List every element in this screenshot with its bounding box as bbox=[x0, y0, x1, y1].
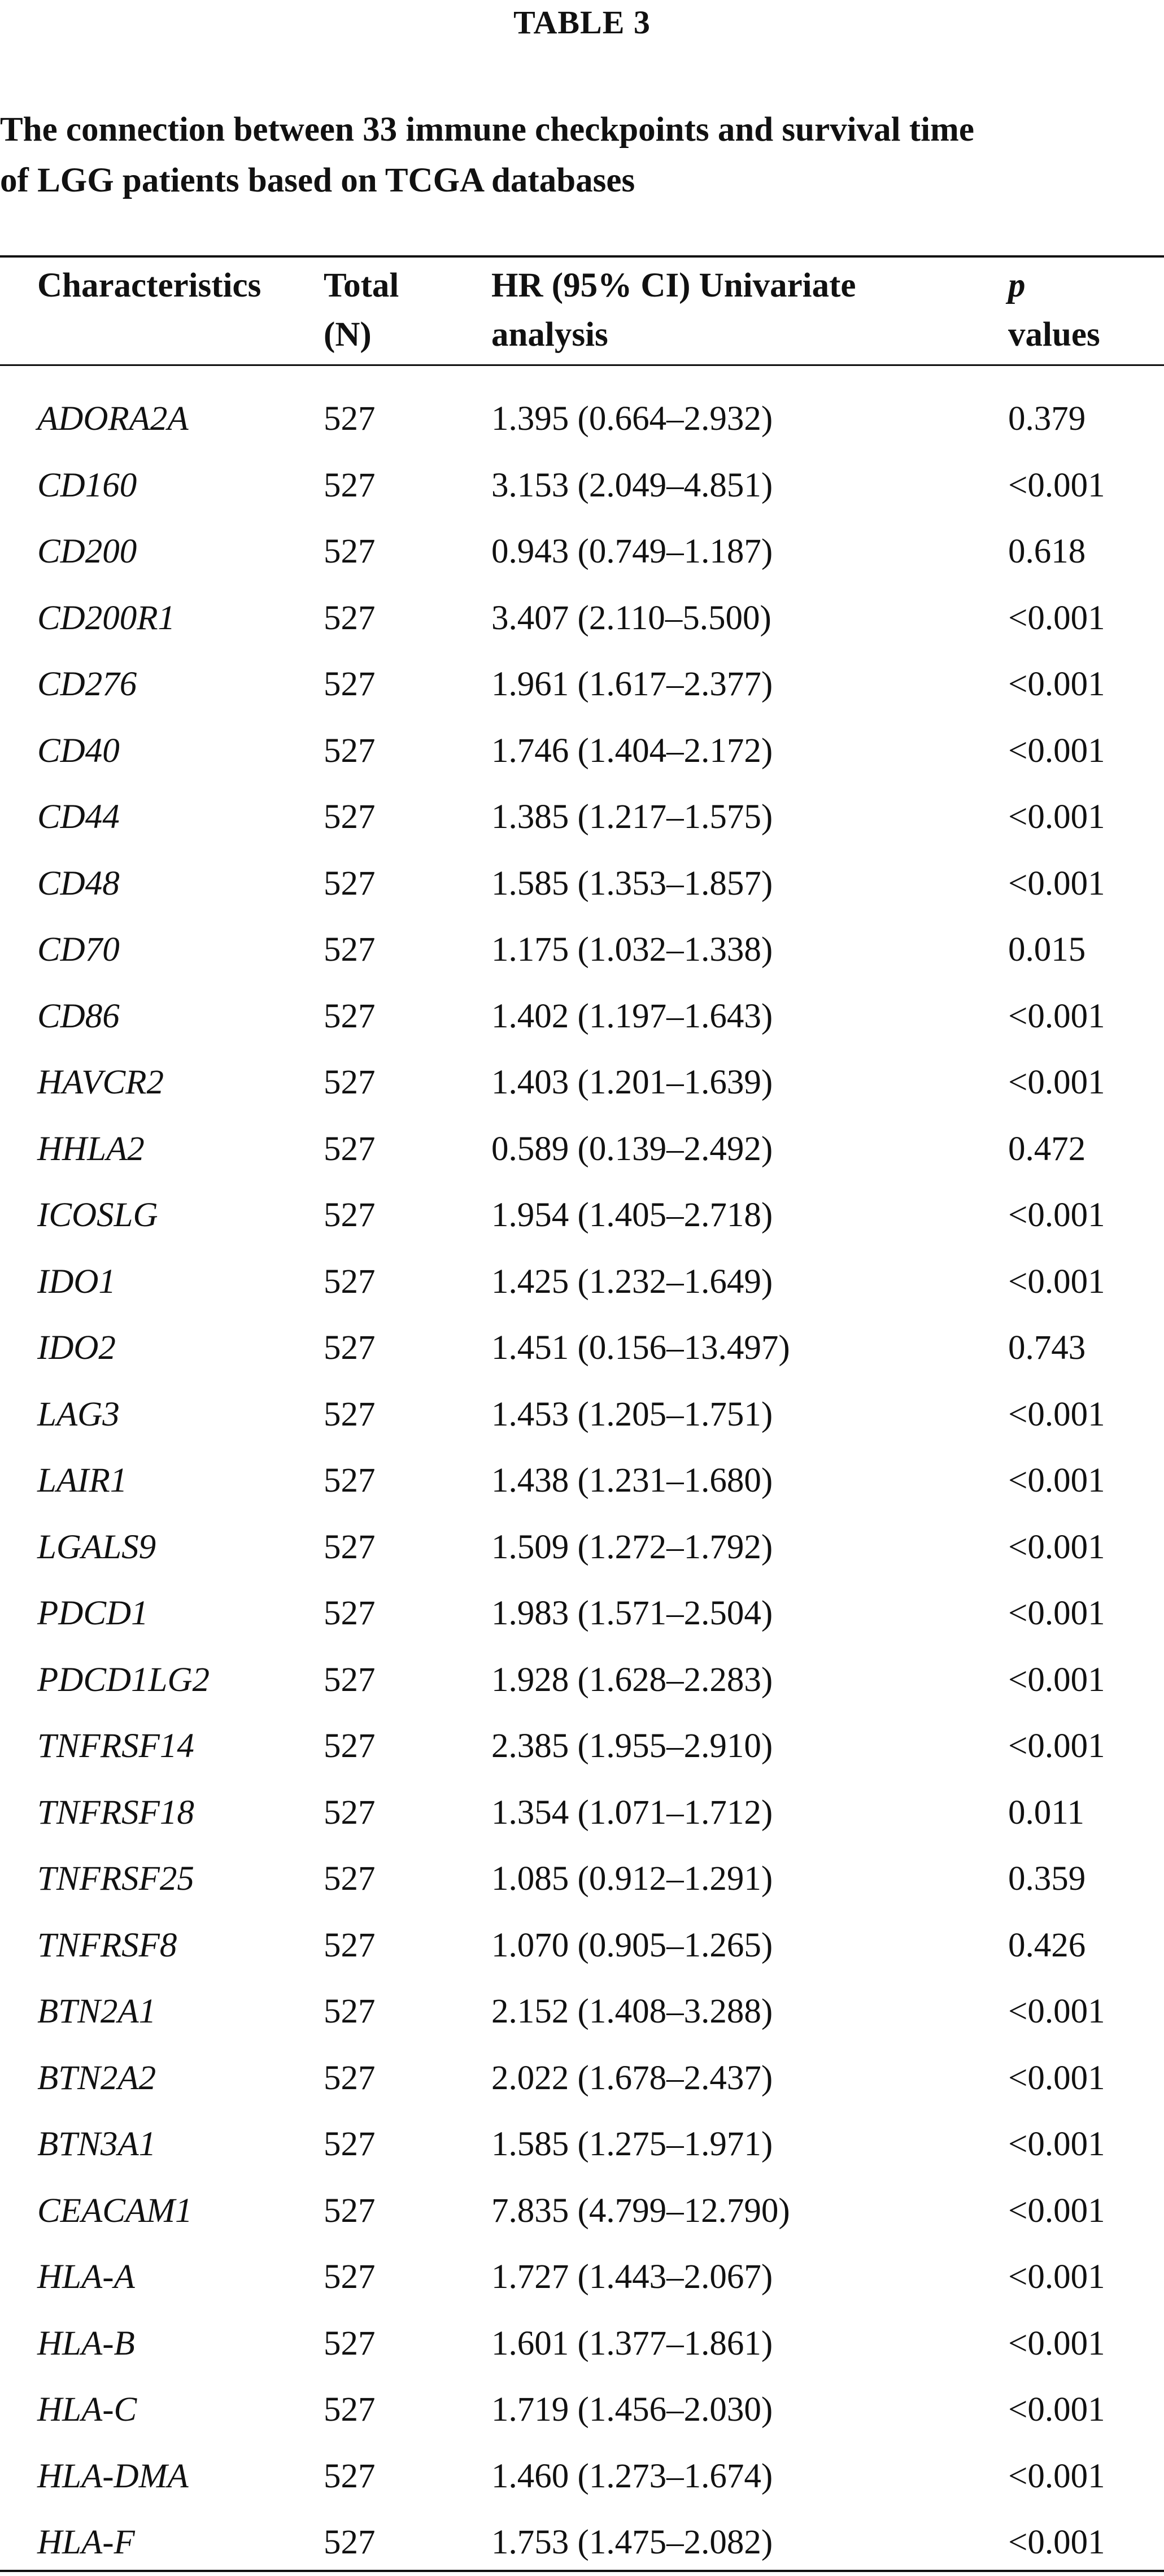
table-row bbox=[0, 651, 1164, 718]
p-value-cell: <0.001 bbox=[1008, 2457, 1105, 2495]
p-value-cell: 0.015 bbox=[1008, 931, 1086, 969]
gene-cell: TNFRSF8 bbox=[37, 1926, 177, 1964]
table-row bbox=[0, 1116, 1164, 1183]
table-body bbox=[0, 386, 1164, 2576]
gene-cell: BTN2A1 bbox=[37, 1993, 156, 2030]
hr-cell: 0.589 (0.139–2.492) bbox=[491, 1130, 773, 1168]
header-rule bbox=[0, 364, 1164, 366]
table-row bbox=[0, 452, 1164, 519]
table-caption bbox=[0, 104, 1164, 206]
table-row bbox=[0, 1049, 1164, 1116]
gene-cell: LGALS9 bbox=[37, 1528, 156, 1566]
gene-cell: IDO2 bbox=[37, 1329, 116, 1367]
gene-cell: PDCD1LG2 bbox=[37, 1660, 210, 1699]
hr-cell: 1.719 (1.456–2.030) bbox=[491, 2391, 773, 2429]
total-cell: 527 bbox=[324, 466, 376, 504]
table-row bbox=[0, 2443, 1164, 2510]
total-cell: 527 bbox=[324, 2191, 376, 2230]
p-value-cell: <0.001 bbox=[1008, 2059, 1105, 2097]
gene-cell: BTN3A1 bbox=[37, 2125, 156, 2163]
gene-cell: HLA-B bbox=[37, 2324, 135, 2363]
total-cell: 527 bbox=[324, 533, 376, 570]
total-cell: 527 bbox=[324, 1926, 376, 1964]
hr-cell: 2.022 (1.678–2.437) bbox=[491, 2059, 773, 2097]
hr-cell: 1.175 (1.032–1.338) bbox=[491, 931, 773, 969]
gene-cell: CD48 bbox=[37, 864, 120, 903]
gene-cell: TNFRSF14 bbox=[37, 1727, 194, 1765]
hr-cell: 1.403 (1.201–1.639) bbox=[491, 1063, 773, 1101]
total-cell: 527 bbox=[324, 2457, 376, 2495]
hr-cell: 1.753 (1.475–2.082) bbox=[491, 2523, 773, 2561]
total-cell: 527 bbox=[324, 997, 376, 1035]
p-value-cell: 0.379 bbox=[1008, 400, 1086, 438]
total-cell: 527 bbox=[324, 2324, 376, 2363]
p-value-cell: <0.001 bbox=[1008, 1262, 1105, 1301]
p-value-cell: <0.001 bbox=[1008, 1196, 1105, 1234]
p-value-cell: <0.001 bbox=[1008, 997, 1105, 1035]
total-cell: 527 bbox=[324, 1462, 376, 1500]
table-row bbox=[0, 1580, 1164, 1647]
gene-cell: CD86 bbox=[37, 997, 120, 1035]
table-row bbox=[0, 2045, 1164, 2112]
table-row bbox=[0, 1514, 1164, 1581]
hr-cell: 1.954 (1.405–2.718) bbox=[491, 1196, 773, 1234]
table-row bbox=[0, 1249, 1164, 1315]
total-cell: 527 bbox=[324, 400, 376, 438]
hr-cell: 1.385 (1.217–1.575) bbox=[491, 798, 773, 836]
hr-cell: 7.835 (4.799–12.790) bbox=[491, 2191, 790, 2230]
p-value-cell: <0.001 bbox=[1008, 1727, 1105, 1765]
total-cell: 527 bbox=[324, 665, 376, 703]
p-value-cell: <0.001 bbox=[1008, 2523, 1105, 2561]
hr-cell: 1.354 (1.071–1.712) bbox=[491, 1793, 773, 1832]
header-total-line-1: Total bbox=[324, 267, 399, 304]
p-value-cell: <0.001 bbox=[1008, 731, 1105, 770]
hr-cell: 1.395 (0.664–2.932) bbox=[491, 400, 773, 438]
gene-cell: CD160 bbox=[37, 466, 137, 504]
p-value-cell: <0.001 bbox=[1008, 1528, 1105, 1566]
table-row bbox=[0, 2244, 1164, 2311]
p-value-cell: <0.001 bbox=[1008, 864, 1105, 903]
p-value-cell: <0.001 bbox=[1008, 798, 1105, 836]
gene-cell: CD40 bbox=[37, 731, 120, 770]
p-value-cell: <0.001 bbox=[1008, 1594, 1105, 1632]
hr-cell: 3.407 (2.110–5.500) bbox=[491, 599, 771, 637]
p-value-cell: 0.743 bbox=[1008, 1329, 1086, 1367]
gene-cell: LAIR1 bbox=[37, 1462, 128, 1500]
hr-cell: 1.509 (1.272–1.792) bbox=[491, 1528, 773, 1566]
gene-cell: CD44 bbox=[37, 798, 120, 836]
table-row bbox=[0, 1780, 1164, 1846]
hr-cell: 3.153 (2.049–4.851) bbox=[491, 466, 773, 504]
total-cell: 527 bbox=[324, 2258, 376, 2296]
total-cell: 527 bbox=[324, 864, 376, 903]
total-cell: 527 bbox=[324, 1528, 376, 1566]
gene-cell: CEACAM1 bbox=[37, 2191, 193, 2230]
p-value-cell: <0.001 bbox=[1008, 1462, 1105, 1500]
total-cell: 527 bbox=[324, 2059, 376, 2097]
hr-cell: 1.585 (1.353–1.857) bbox=[491, 864, 773, 903]
total-cell: 527 bbox=[324, 931, 376, 969]
table-row bbox=[0, 718, 1164, 784]
table-row bbox=[0, 1912, 1164, 1979]
gene-cell: TNFRSF25 bbox=[37, 1860, 194, 1898]
gene-cell: ADORA2A bbox=[37, 400, 189, 438]
gene-cell: HLA-DMA bbox=[37, 2457, 189, 2495]
table-row bbox=[0, 1846, 1164, 1912]
gene-cell: HLA-A bbox=[37, 2258, 135, 2296]
total-cell: 527 bbox=[324, 1262, 376, 1301]
gene-cell: CD200 bbox=[37, 533, 137, 570]
p-value-cell: 0.472 bbox=[1008, 1130, 1086, 1168]
total-cell: 527 bbox=[324, 1395, 376, 1433]
total-cell: 527 bbox=[324, 1793, 376, 1832]
total-cell: 527 bbox=[324, 1727, 376, 1765]
header-p-line-2: values bbox=[1008, 316, 1100, 354]
gene-cell: HLA-C bbox=[37, 2391, 137, 2429]
total-cell: 527 bbox=[324, 731, 376, 770]
table-row bbox=[0, 2111, 1164, 2178]
hr-cell: 2.385 (1.955–2.910) bbox=[491, 1727, 773, 1765]
p-value-cell: 0.011 bbox=[1008, 1793, 1084, 1832]
header-hr-line-1: HR (95% CI) Univariate bbox=[491, 267, 856, 304]
hr-cell: 1.746 (1.404–2.172) bbox=[491, 731, 773, 770]
total-cell: 527 bbox=[324, 1329, 376, 1367]
table-bottom-rule bbox=[0, 2570, 1164, 2572]
table-row bbox=[0, 851, 1164, 917]
table-row bbox=[0, 1182, 1164, 1249]
caption-line-2: of LGG patients based on TCGA databases bbox=[0, 162, 635, 199]
p-value-cell: <0.001 bbox=[1008, 2258, 1105, 2296]
p-value-cell: <0.001 bbox=[1008, 1063, 1105, 1101]
p-value-cell: <0.001 bbox=[1008, 2391, 1105, 2429]
hr-cell: 1.928 (1.628–2.283) bbox=[491, 1660, 773, 1699]
hr-cell: 0.943 (0.749–1.187) bbox=[491, 533, 773, 570]
table-row bbox=[0, 1713, 1164, 1780]
table-row bbox=[0, 784, 1164, 851]
table-row bbox=[0, 2311, 1164, 2377]
table-row bbox=[0, 1978, 1164, 2045]
hr-cell: 1.601 (1.377–1.861) bbox=[491, 2324, 773, 2363]
table-row bbox=[0, 983, 1164, 1050]
gene-cell: ICOSLG bbox=[37, 1196, 158, 1234]
hr-cell: 1.425 (1.232–1.649) bbox=[491, 1262, 773, 1301]
table-row bbox=[0, 1448, 1164, 1514]
table-top-rule bbox=[0, 255, 1164, 258]
total-cell: 527 bbox=[324, 2523, 376, 2561]
table-row bbox=[0, 1381, 1164, 1448]
hr-cell: 1.585 (1.275–1.971) bbox=[491, 2125, 773, 2163]
p-value-cell: <0.001 bbox=[1008, 1993, 1105, 2030]
hr-cell: 1.402 (1.197–1.643) bbox=[491, 997, 773, 1035]
total-cell: 527 bbox=[324, 798, 376, 836]
table-label: TABLE 3 bbox=[513, 4, 651, 41]
hr-cell: 2.152 (1.408–3.288) bbox=[491, 1993, 773, 2030]
p-value-cell: <0.001 bbox=[1008, 665, 1105, 703]
table-row bbox=[0, 2178, 1164, 2244]
caption-line-1: The connection between 33 immune checkpoints and survival time bbox=[0, 111, 974, 149]
total-cell: 527 bbox=[324, 1860, 376, 1898]
table-row bbox=[0, 2377, 1164, 2443]
p-value-cell: <0.001 bbox=[1008, 2125, 1105, 2163]
hr-cell: 1.451 (0.156–13.497) bbox=[491, 1329, 790, 1367]
gene-cell: IDO1 bbox=[37, 1262, 116, 1301]
hr-cell: 1.983 (1.571–2.504) bbox=[491, 1594, 773, 1632]
total-cell: 527 bbox=[324, 1660, 376, 1699]
total-cell: 527 bbox=[324, 1063, 376, 1101]
table-row bbox=[0, 518, 1164, 585]
table-row bbox=[0, 1315, 1164, 1381]
gene-cell: LAG3 bbox=[37, 1395, 120, 1433]
header-hr bbox=[491, 261, 856, 359]
header-characteristics bbox=[37, 261, 261, 310]
header-p-line-1: p bbox=[1008, 267, 1026, 304]
p-value-cell: 0.426 bbox=[1008, 1926, 1086, 1964]
header-total bbox=[324, 261, 399, 359]
table-row bbox=[0, 2509, 1164, 2576]
header-total-line-2: (N) bbox=[324, 316, 372, 354]
total-cell: 527 bbox=[324, 1130, 376, 1168]
total-cell: 527 bbox=[324, 1594, 376, 1632]
header-hr-line-2: analysis bbox=[491, 316, 608, 354]
hr-cell: 1.085 (0.912–1.291) bbox=[491, 1860, 773, 1898]
p-value-cell: <0.001 bbox=[1008, 599, 1105, 637]
table-row bbox=[0, 386, 1164, 452]
hr-cell: 1.961 (1.617–2.377) bbox=[491, 665, 773, 703]
hr-cell: 1.438 (1.231–1.680) bbox=[491, 1462, 773, 1500]
gene-cell: PDCD1 bbox=[37, 1594, 149, 1632]
p-value-cell: 0.359 bbox=[1008, 1860, 1086, 1898]
gene-cell: HAVCR2 bbox=[37, 1063, 164, 1101]
p-value-cell: <0.001 bbox=[1008, 1660, 1105, 1699]
total-cell: 527 bbox=[324, 599, 376, 637]
hr-cell: 1.727 (1.443–2.067) bbox=[491, 2258, 773, 2296]
gene-cell: HLA-F bbox=[37, 2523, 135, 2561]
table-row bbox=[0, 1647, 1164, 1714]
total-cell: 527 bbox=[324, 2391, 376, 2429]
p-value-cell: <0.001 bbox=[1008, 2191, 1105, 2230]
header-characteristics-label: Characteristics bbox=[37, 267, 261, 304]
header-p-values bbox=[1008, 261, 1100, 359]
gene-cell: HHLA2 bbox=[37, 1130, 145, 1168]
p-value-cell: <0.001 bbox=[1008, 466, 1105, 504]
total-cell: 527 bbox=[324, 1993, 376, 2030]
p-value-cell: 0.618 bbox=[1008, 533, 1086, 570]
total-cell: 527 bbox=[324, 1196, 376, 1234]
gene-cell: CD70 bbox=[37, 931, 120, 969]
gene-cell: CD200R1 bbox=[37, 599, 175, 637]
gene-cell: BTN2A2 bbox=[37, 2059, 156, 2097]
hr-cell: 1.460 (1.273–1.674) bbox=[491, 2457, 773, 2495]
hr-cell: 1.453 (1.205–1.751) bbox=[491, 1395, 773, 1433]
table-row bbox=[0, 917, 1164, 983]
gene-cell: CD276 bbox=[37, 665, 137, 703]
total-cell: 527 bbox=[324, 2125, 376, 2163]
p-value-cell: <0.001 bbox=[1008, 2324, 1105, 2363]
table-row bbox=[0, 585, 1164, 652]
gene-cell: TNFRSF18 bbox=[37, 1793, 194, 1832]
p-value-cell: <0.001 bbox=[1008, 1395, 1105, 1433]
hr-cell: 1.070 (0.905–1.265) bbox=[491, 1926, 773, 1964]
